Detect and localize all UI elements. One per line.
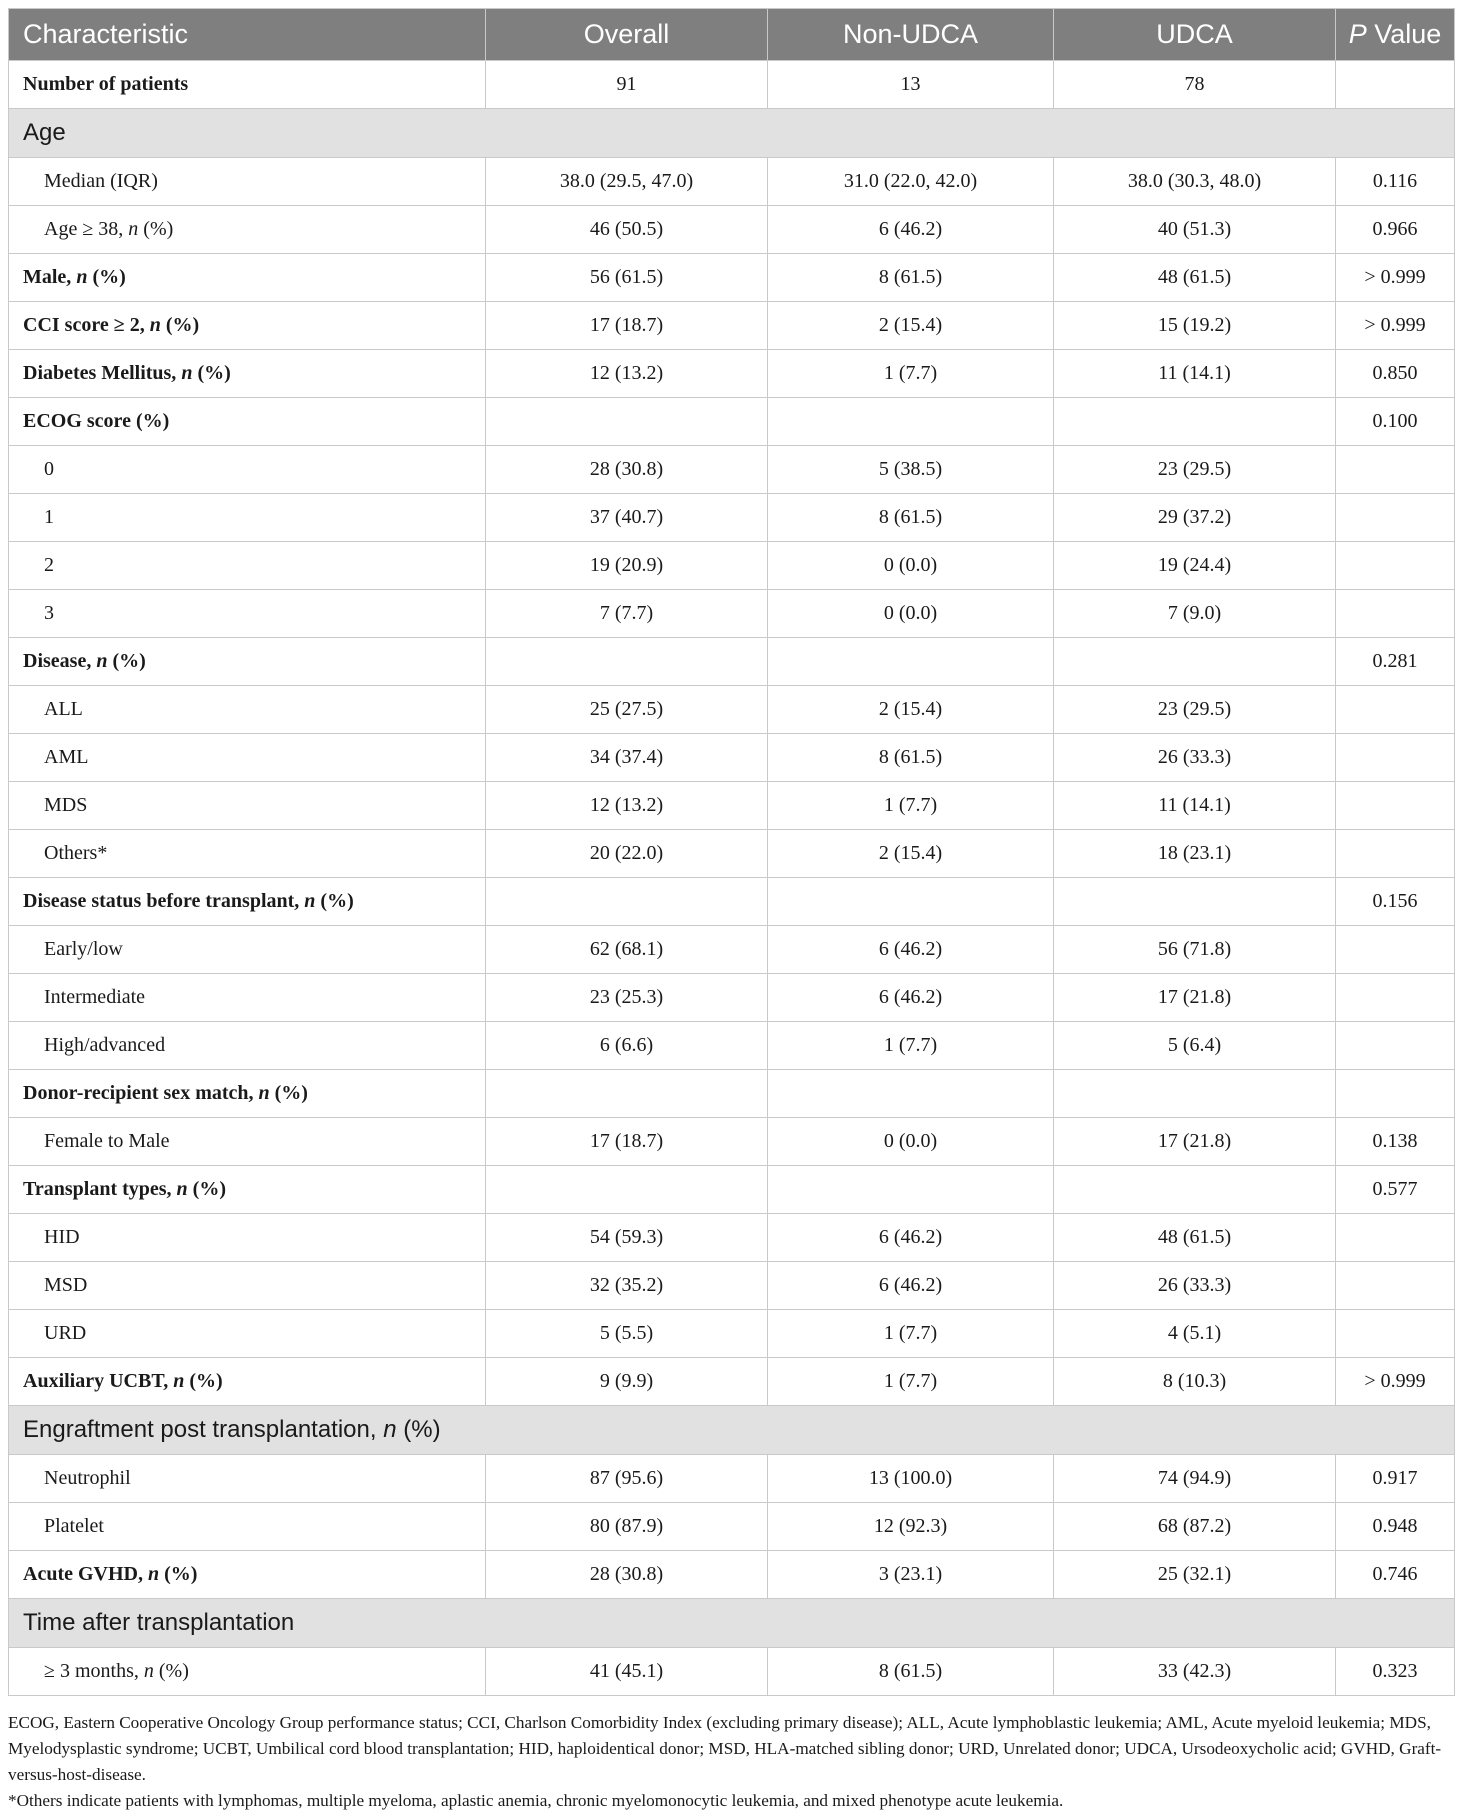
table-row: [9, 1648, 1455, 1696]
section-label: Time after transplantation: [9, 1599, 1455, 1648]
cell-overall: [486, 1166, 768, 1214]
cell-non-udca: 3 (23.1): [768, 1551, 1054, 1599]
abbreviations-footnote: ECOG, Eastern Cooperative Oncology Group performance status; CCI, Charlson Comorbidity Index (excluding primary disease); ALL, Acute lymphoblastic leukemia; AML, Acute myeloid leukemia; MDS, Myelodysplastic syndrome; UCBT, Umbilical cord blood transplantation; HID, haploidentical donor; MSD, HLA-matched sibling donor; URD, Unrelated donor; UDCA, Ursodeoxycholic acid; GVHD, Graft-versus-host-disease.: [8, 1713, 1442, 1784]
cell-non-udca: 0 (0.0): [768, 590, 1054, 638]
cell-non-udca: [768, 1166, 1054, 1214]
header-characteristic: Characteristic: [9, 9, 486, 61]
section-label: Age: [9, 109, 1455, 158]
table-footnotes: [8, 1710, 1454, 1814]
table-row: [9, 398, 1455, 446]
cell-non-udca: 6 (46.2): [768, 1262, 1054, 1310]
cell-udca: [1054, 878, 1336, 926]
cell-p-value: 0.948: [1336, 1503, 1455, 1551]
cell-non-udca: 12 (92.3): [768, 1503, 1054, 1551]
cell-p-value: 0.281: [1336, 638, 1455, 686]
cell-overall: [486, 1070, 768, 1118]
cell-overall: 6 (6.6): [486, 1022, 768, 1070]
table-row: [9, 1358, 1455, 1406]
cell-p-value: [1336, 926, 1455, 974]
table-row: [9, 1503, 1455, 1551]
cell-non-udca: 6 (46.2): [768, 974, 1054, 1022]
cell-udca: 17 (21.8): [1054, 1118, 1336, 1166]
cell-overall: 54 (59.3): [486, 1214, 768, 1262]
cell-p-value: 0.577: [1336, 1166, 1455, 1214]
cell-overall: 34 (37.4): [486, 734, 768, 782]
table-row: [9, 158, 1455, 206]
row-label: Auxiliary UCBT, n (%): [9, 1358, 486, 1406]
cell-overall: 12 (13.2): [486, 782, 768, 830]
cell-non-udca: 8 (61.5): [768, 734, 1054, 782]
cell-overall: 9 (9.9): [486, 1358, 768, 1406]
cell-udca: [1054, 398, 1336, 446]
cell-overall: 17 (18.7): [486, 302, 768, 350]
cell-non-udca: 0 (0.0): [768, 542, 1054, 590]
cell-p-value: 0.156: [1336, 878, 1455, 926]
cell-p-value: [1336, 1214, 1455, 1262]
row-label: Median (IQR): [9, 158, 486, 206]
table-row: [9, 1310, 1455, 1358]
cell-p-value: > 0.999: [1336, 1358, 1455, 1406]
cell-udca: 48 (61.5): [1054, 254, 1336, 302]
row-label: Intermediate: [9, 974, 486, 1022]
cell-p-value: [1336, 974, 1455, 1022]
cell-non-udca: [768, 398, 1054, 446]
cell-overall: 25 (27.5): [486, 686, 768, 734]
table-row: [9, 638, 1455, 686]
cell-overall: 87 (95.6): [486, 1455, 768, 1503]
row-label: 1: [9, 494, 486, 542]
cell-p-value: > 0.999: [1336, 254, 1455, 302]
header-row: [9, 9, 1455, 61]
table-row: [9, 974, 1455, 1022]
cell-non-udca: 1 (7.7): [768, 1358, 1054, 1406]
row-label: Age ≥ 38, n (%): [9, 206, 486, 254]
cell-overall: [486, 878, 768, 926]
row-label: Transplant types, n (%): [9, 1166, 486, 1214]
cell-overall: 62 (68.1): [486, 926, 768, 974]
cell-non-udca: [768, 878, 1054, 926]
cell-udca: 23 (29.5): [1054, 686, 1336, 734]
cell-udca: 5 (6.4): [1054, 1022, 1336, 1070]
cell-udca: 23 (29.5): [1054, 446, 1336, 494]
cell-udca: 74 (94.9): [1054, 1455, 1336, 1503]
row-label: URD: [9, 1310, 486, 1358]
row-label: Donor-recipient sex match, n (%): [9, 1070, 486, 1118]
cell-p-value: 0.100: [1336, 398, 1455, 446]
cell-udca: 33 (42.3): [1054, 1648, 1336, 1696]
cell-p-value: [1336, 734, 1455, 782]
cell-udca: 48 (61.5): [1054, 1214, 1336, 1262]
table-row: [9, 350, 1455, 398]
table-row: [9, 302, 1455, 350]
row-label: 3: [9, 590, 486, 638]
cell-non-udca: 2 (15.4): [768, 302, 1054, 350]
cell-non-udca: [768, 1070, 1054, 1118]
cell-overall: 17 (18.7): [486, 1118, 768, 1166]
row-label: Male, n (%): [9, 254, 486, 302]
row-label: ECOG score (%): [9, 398, 486, 446]
cell-overall: 80 (87.9): [486, 1503, 768, 1551]
table-row: [9, 1214, 1455, 1262]
cell-p-value: [1336, 1310, 1455, 1358]
cell-udca: 19 (24.4): [1054, 542, 1336, 590]
cell-non-udca: 6 (46.2): [768, 926, 1054, 974]
cell-overall: 56 (61.5): [486, 254, 768, 302]
table-row: [9, 926, 1455, 974]
table-body: [9, 61, 1455, 1696]
cell-non-udca: 2 (15.4): [768, 830, 1054, 878]
cell-p-value: 0.116: [1336, 158, 1455, 206]
row-label: Female to Male: [9, 1118, 486, 1166]
cell-p-value: [1336, 494, 1455, 542]
cell-p-value: > 0.999: [1336, 302, 1455, 350]
cell-udca: 56 (71.8): [1054, 926, 1336, 974]
table-row: [9, 206, 1455, 254]
table-row: [9, 254, 1455, 302]
row-label: MDS: [9, 782, 486, 830]
table-row: [9, 1455, 1455, 1503]
table-row: [9, 686, 1455, 734]
cell-udca: 4 (5.1): [1054, 1310, 1336, 1358]
row-label: CCI score ≥ 2, n (%): [9, 302, 486, 350]
cell-udca: 38.0 (30.3, 48.0): [1054, 158, 1336, 206]
cell-non-udca: 0 (0.0): [768, 1118, 1054, 1166]
table-row: [9, 1166, 1455, 1214]
section-header-row: [9, 109, 1455, 158]
cell-overall: [486, 638, 768, 686]
section-header-row: [9, 1599, 1455, 1648]
cell-non-udca: 8 (61.5): [768, 254, 1054, 302]
cell-overall: 91: [486, 61, 768, 109]
cell-udca: [1054, 1166, 1336, 1214]
cell-non-udca: 6 (46.2): [768, 206, 1054, 254]
table-row: [9, 1070, 1455, 1118]
cell-udca: 17 (21.8): [1054, 974, 1336, 1022]
table-row: [9, 1262, 1455, 1310]
header-udca: UDCA: [1054, 9, 1336, 61]
row-label: Platelet: [9, 1503, 486, 1551]
section-header-row: [9, 1406, 1455, 1455]
cell-p-value: [1336, 1022, 1455, 1070]
cell-udca: 26 (33.3): [1054, 734, 1336, 782]
cell-udca: 40 (51.3): [1054, 206, 1336, 254]
cell-p-value: [1336, 542, 1455, 590]
cell-p-value: [1336, 782, 1455, 830]
cell-udca: 25 (32.1): [1054, 1551, 1336, 1599]
cell-p-value: [1336, 1262, 1455, 1310]
table-row: [9, 542, 1455, 590]
table-row: [9, 1118, 1455, 1166]
row-label: High/advanced: [9, 1022, 486, 1070]
cell-overall: 20 (22.0): [486, 830, 768, 878]
cell-p-value: [1336, 830, 1455, 878]
row-label: MSD: [9, 1262, 486, 1310]
cell-non-udca: 2 (15.4): [768, 686, 1054, 734]
cell-overall: [486, 398, 768, 446]
cell-overall: 5 (5.5): [486, 1310, 768, 1358]
cell-p-value: 0.138: [1336, 1118, 1455, 1166]
cell-overall: 38.0 (29.5, 47.0): [486, 158, 768, 206]
cell-non-udca: 8 (61.5): [768, 1648, 1054, 1696]
cell-non-udca: 13: [768, 61, 1054, 109]
others-footnote: *Others indicate patients with lymphomas, multiple myeloma, aplastic anemia, chronic myelomonocytic leukemia, and mixed phenotype acute leukemia.: [8, 1791, 1064, 1810]
row-label: 0: [9, 446, 486, 494]
row-label: Disease, n (%): [9, 638, 486, 686]
cell-p-value: 0.850: [1336, 350, 1455, 398]
row-label: ≥ 3 months, n (%): [9, 1648, 486, 1696]
header-overall: Overall: [486, 9, 768, 61]
table-row: [9, 446, 1455, 494]
cell-udca: 29 (37.2): [1054, 494, 1336, 542]
row-label: 2: [9, 542, 486, 590]
cell-non-udca: 1 (7.7): [768, 1022, 1054, 1070]
cell-udca: 26 (33.3): [1054, 1262, 1336, 1310]
cell-non-udca: 1 (7.7): [768, 1310, 1054, 1358]
row-label: Acute GVHD, n (%): [9, 1551, 486, 1599]
table-row: [9, 1022, 1455, 1070]
cell-udca: 15 (19.2): [1054, 302, 1336, 350]
cell-udca: 78: [1054, 61, 1336, 109]
row-label: Disease status before transplant, n (%): [9, 878, 486, 926]
cell-p-value: [1336, 590, 1455, 638]
cell-overall: 23 (25.3): [486, 974, 768, 1022]
cell-p-value: [1336, 446, 1455, 494]
table-row: [9, 61, 1455, 109]
cell-overall: 12 (13.2): [486, 350, 768, 398]
row-label: HID: [9, 1214, 486, 1262]
table-row: [9, 734, 1455, 782]
cell-udca: 8 (10.3): [1054, 1358, 1336, 1406]
section-label: Engraftment post transplantation, n (%): [9, 1406, 1455, 1455]
row-label: AML: [9, 734, 486, 782]
cell-overall: 28 (30.8): [486, 446, 768, 494]
cell-udca: 68 (87.2): [1054, 1503, 1336, 1551]
cell-non-udca: 13 (100.0): [768, 1455, 1054, 1503]
cell-overall: 7 (7.7): [486, 590, 768, 638]
table-row: [9, 494, 1455, 542]
cell-non-udca: 6 (46.2): [768, 1214, 1054, 1262]
row-label: ALL: [9, 686, 486, 734]
cell-udca: [1054, 1070, 1336, 1118]
characteristics-table: [8, 8, 1455, 1696]
cell-p-value: [1336, 1070, 1455, 1118]
cell-non-udca: 31.0 (22.0, 42.0): [768, 158, 1054, 206]
cell-p-value: [1336, 686, 1455, 734]
table-row: [9, 878, 1455, 926]
header-non-udca: Non-UDCA: [768, 9, 1054, 61]
cell-non-udca: [768, 638, 1054, 686]
cell-p-value: [1336, 61, 1455, 109]
cell-overall: 37 (40.7): [486, 494, 768, 542]
row-label: Others*: [9, 830, 486, 878]
cell-non-udca: 5 (38.5): [768, 446, 1054, 494]
row-label: Diabetes Mellitus, n (%): [9, 350, 486, 398]
cell-udca: 11 (14.1): [1054, 782, 1336, 830]
table-row: [9, 782, 1455, 830]
cell-p-value: 0.746: [1336, 1551, 1455, 1599]
cell-p-value: 0.917: [1336, 1455, 1455, 1503]
row-label: Number of patients: [9, 61, 486, 109]
cell-udca: 7 (9.0): [1054, 590, 1336, 638]
cell-overall: 32 (35.2): [486, 1262, 768, 1310]
cell-non-udca: 8 (61.5): [768, 494, 1054, 542]
table-row: [9, 1551, 1455, 1599]
cell-p-value: 0.323: [1336, 1648, 1455, 1696]
header-p-value: P Value: [1336, 9, 1455, 61]
cell-overall: 19 (20.9): [486, 542, 768, 590]
cell-overall: 28 (30.8): [486, 1551, 768, 1599]
table-row: [9, 590, 1455, 638]
cell-udca: 11 (14.1): [1054, 350, 1336, 398]
cell-udca: 18 (23.1): [1054, 830, 1336, 878]
cell-p-value: 0.966: [1336, 206, 1455, 254]
row-label: Neutrophil: [9, 1455, 486, 1503]
table-row: [9, 830, 1455, 878]
cell-non-udca: 1 (7.7): [768, 350, 1054, 398]
table-container: [8, 8, 1454, 1814]
row-label: Early/low: [9, 926, 486, 974]
cell-overall: 41 (45.1): [486, 1648, 768, 1696]
cell-non-udca: 1 (7.7): [768, 782, 1054, 830]
cell-overall: 46 (50.5): [486, 206, 768, 254]
cell-udca: [1054, 638, 1336, 686]
